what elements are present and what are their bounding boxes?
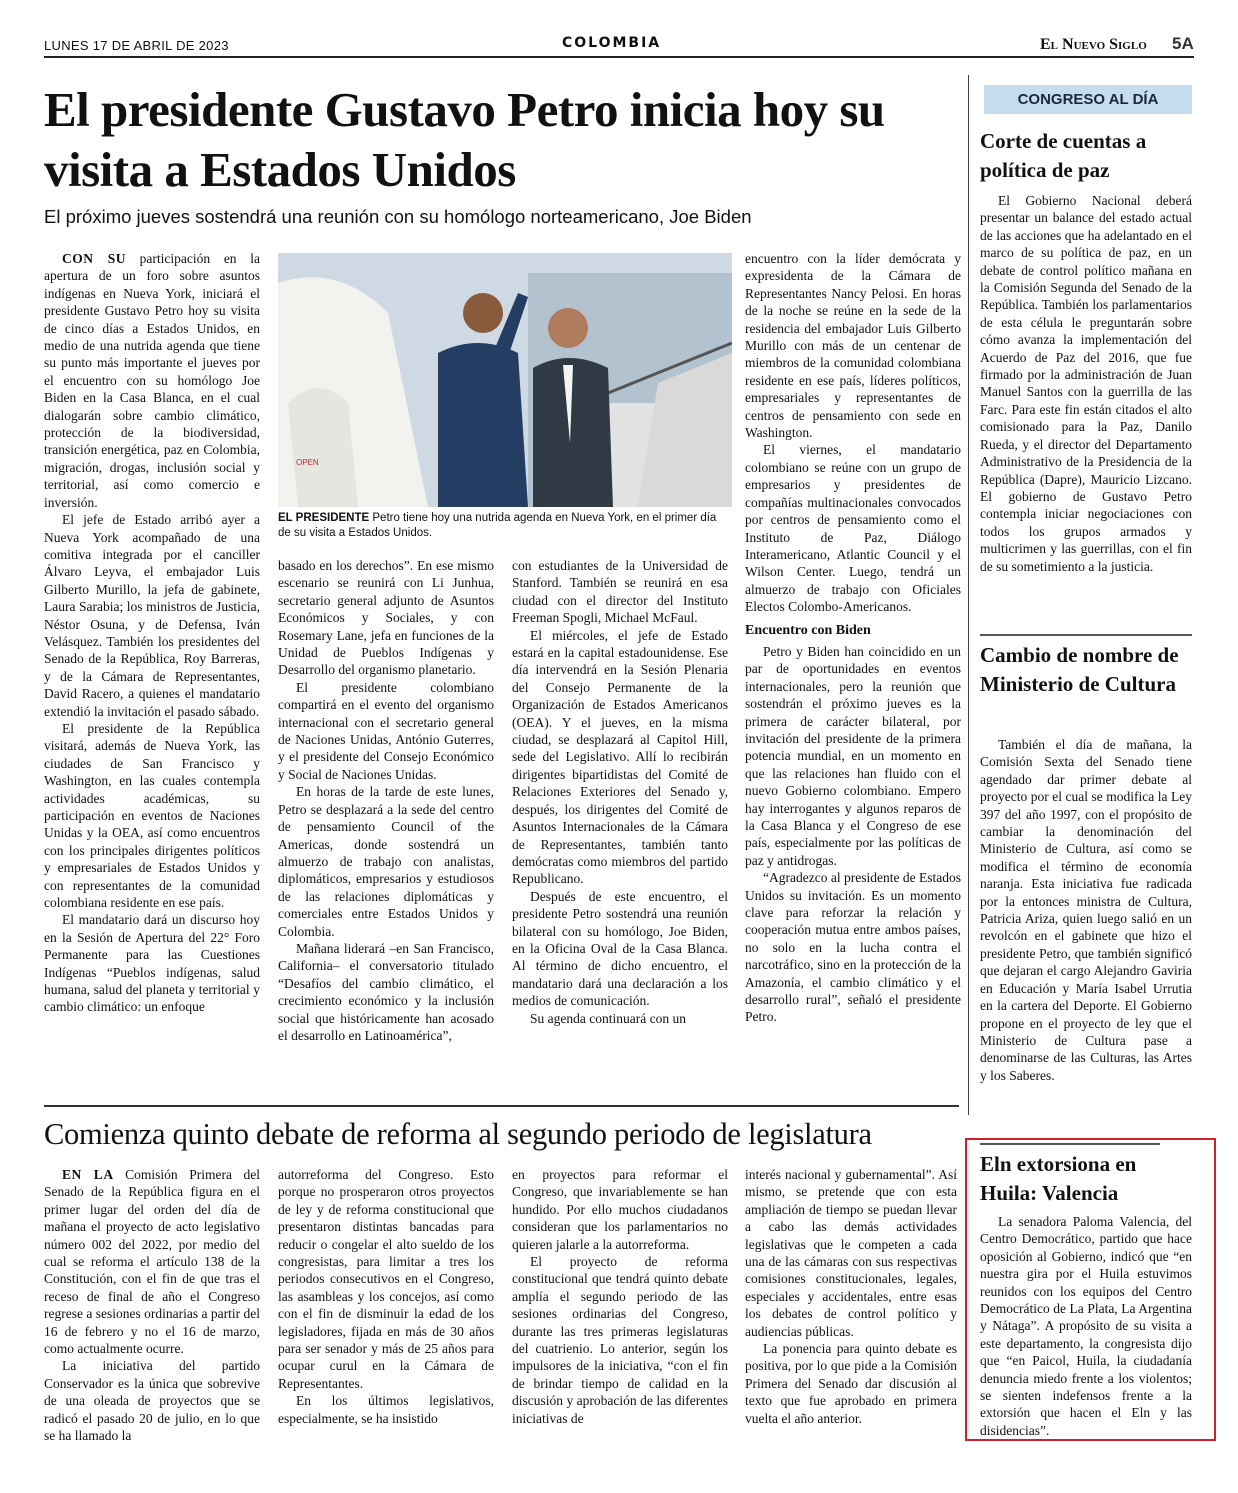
paragraph: La senadora Paloma Valencia, del Centro Democrático, partido que hace oposición al Gobierno, indicó que “en nuestra gira por el Huila estuvimos reunidos con los equipos del Centro Democrático de La Plata, La Argentina y Nátaga”. A propósito de su visita a este departamento, la congresista dijo que “en Paicol, Huila, la ciudadanía denuncia miedo frente a los violentos; se sienten indefensos frente a la extorsión que hacen el Eln y las disidencias”. [980,1214,1192,1438]
header-rule [44,56,1194,58]
second-column-1 [44,1166,260,1445]
photo-illustration [278,253,732,507]
section-subhead: Encuentro con Biden [745,622,871,638]
paragraph: El viernes, el mandatario colombiano se reúne con un grupo de empresarios y presidentes de compañías multinacionales convocados por centros de pensamiento como el Instituto de Paz, Diálogo Interamericano, Atlantic Council y el Wilson Center. Luego, tendrá un almuerzo de trabajo con Oficiales Electos Colombo-Americanos. [745,442,961,615]
second-headline: Comienza quinto debate de reforma al segundo periodo de legislatura [44,1117,872,1151]
photo-door-label: OPEN [296,458,319,467]
paragraph: basado en los derechos”. En ese mismo escenario se reunirá con Li Junhua, secretario general adjunto de Asuntos Económicos y Sociales, y con Rosemary Lane, jefa en funciones de la Unidad de Pueblos Indígenas y Desarrollo del organismo planetario. [278,558,494,678]
paragraph: Su agenda continuará con un [530,1010,686,1026]
paragraph: El presidente de la República visitará, además de Nueva York, las ciudades de San Francisco y Washington, en las cuales contempla actividades académicas, su participación en eventos de Naciones Unidas y la OEA, así como encuentros con los principales dirigentes políticos y empresariales de Estados Unidos y con representantes de la comunidad colombiana residente en ese país. [44,720,260,911]
paragraph: La ponencia para quinto debate es positiva, por lo que pide a la Comisión Primera del Senado dar discusión al texto que fue aprobado en primera vuelta el año anterior. [745,1341,957,1426]
paragraph: con estudiantes de la Universidad de Stanford. También se reunirá en esa ciudad con el director del Instituto Freeman Spogli, Michael McFaul. [512,558,728,626]
paragraph: “Agradezco al presidente de Estados Unidos su invitación. Es un momento clave para reforzar la relación y cooperación mutua entre ambos países, no solo en la lucha contra el narcotráfico, sino en la protección de la Amazonía, el cambio climático y el desarrollo rural”, señaló el presidente Petro. [745,870,961,1025]
main-kicker: CON SU [62,251,126,266]
main-column-2 [278,557,494,1044]
sidebar-rule [980,634,1192,636]
paragraph: El mandatario dará un discurso hoy en la Sesión de Apertura del 22° Foro Permanente para las Cuestiones Indígenas “Pueblos indígenas, salud humana, salud del planeta y territorial y cambio climático: un enfoque [44,912,260,1015]
paragraph: En los últimos legislativos, especialmente, se ha insistido [278,1393,494,1426]
main-subhead: El próximo jueves sostendrá una reunión con su homólogo norteamericano, Joe Biden [44,206,752,227]
paragraph: Mañana liderará –en San Francisco, California– el conversatorio titulado “Desafíos del cambio climático, el crecimiento económico y la inclusión social que históricamente han acosado el desarrollo en Latinoamérica”, [278,940,494,1043]
sidebar-rule [980,1143,1160,1145]
photo-caption [278,511,732,541]
paragraph: El presidente colombiano compartirá en el evento del organismo internacional con el secretario general de Naciones Unidas, António Guterres, y el presidente del Consejo Económico y Social de Naciones Unidas. [278,679,494,782]
sidebar-story1-title: Corte de cuentas a política de paz [980,129,1147,182]
paragraph: en proyectos para reformar el Congreso, que invariablemente se han hundido. Por ello muchos ciudadanos consideran que los parlamentarios no quieren jalarle a la autorreforma. [512,1167,728,1252]
sidebar-story3-body [980,1213,1192,1439]
news-photo [278,253,732,507]
paragraph: En horas de la tarde de este lunes, Petro se desplazará a la sede del centro de pensamiento Council of the Americas, donde sostendrá un almuerzo de trabajo con analistas, diplomáticos, empresarios y estudiosos de las relaciones diplomáticas y comerciales entre Estados Unidos y Colombia. [278,784,494,939]
paragraph: La iniciativa del partido Conservador es la única que sobrevive de una oleada de proyectos que se radicó el pasado 20 de julio, en lo que se ha llamado la [44,1358,260,1444]
paragraph: encuentro con la líder demócrata y expresidenta de la Cámara de Representantes Nancy Pelosi. En horas de la noche se reúne en la sede de la residencia del embajador Luis Gilberto Murillo con más de un centenar de miembros de la comunidad colombiana residente en ese país, líderes políticos, empresariales y representantes de centros de pensamiento con sede en Washington. [745,251,961,441]
issue-date: LUNES 17 DE ABRIL DE 2023 [44,38,229,53]
paragraph: También el día de mañana, la Comisión Sexta del Senado tiene agendado dar primer debate al proyecto por el cual se modifica la Ley 397 del año 1997, con el propósito de cambiar la denominación del Ministerio de Cultura, así como se modifica el término de economía naranja. Esta iniciativa fue radicada por la entonces ministra de Cultura, Patricia Ariza, quien luego salió en un revolcón en el gabinete que hizo el presidente Petro, que también significó que dejaran el cargo Alejandro Gaviria en Educación y María Isabel Urrutia en la cartera del Deporte. El Gobierno propone en el proyecto de ley que el Ministerio de Cultura pase a denominarse de las Culturas, las Artes y los Saberes. [980,737,1192,1083]
paragraph: autorreforma del Congreso. Esto porque no prosperaron otros proyectos de ley y de reforma constitucional que presentaron distintas bancadas para reducir o congelar el alto sueldo de los congresistas, para limitar a tres los periodos consecutivos en el Congreso, las asambleas y los concejos, así como con el fin de disminuir la edad de los legisladores, fijada en más de 30 años para ser senador y más de 25 años para ocupar curul en la Cámara de Representantes. [278,1167,494,1391]
newspaper-name: El Nuevo Siglo [1040,36,1147,53]
paragraph: El proyecto de reforma constitucional que tendrá quinto debate amplía el segundo periodo de las sesiones ordinarias del Congreso, durante las tres primeras legislaturas del cuatrienio. Lo anterior, según los impulsores de la iniciativa, “con el fin de brindar tiempo de calidad en la discusión y aprobación de las diferentes iniciativas de [512,1254,728,1426]
sidebar-divider [968,75,969,1115]
section-name: COLOMBIA [562,35,662,51]
sidebar-story2-title: Cambio de nombre de Ministerio de Cultura [980,643,1179,696]
paragraph: El Gobierno Nacional deberá presentar un balance del estado actual de las acciones que ha adelantado en el marco de su política de paz, en un debate de control político mañana en la Comisión Segunda del Senado de la República. También los parlamentarios de esta célula le preguntarán sobre cómo avanza la implementación del Acuerdo de Paz del 2016, que fue firmado por la administración de Juan Manuel Santos con la guerrilla de las Farc. Para este fin están citados el alto comisionado para la Paz, Danilo Rueda, y el director del Departamento Administrativo de la Presidencia de la República (Dapre), Mauricio Lizcano. El gobierno de Gustavo Petro contempla iniciar negociaciones con todos los grupos armados y multicrimen y las guerrillas, con el fin de su sometimiento a la justicia. [980,193,1192,574]
paragraph: Comisión Primera del Senado de la República figura en el primer lugar del orden del día de mañana el proyecto de acto legislativo número 002 del 2022, por medio del cual se reforma el artículo 138 de la Constitución, con el fin de que tras el receso de final de año el Congreso regrese a sesiones ordinarias a partir del 16 de febrero y no el 16 de marzo, como actualmente ocurre. [44,1167,260,1357]
sidebar-tag: CONGRESO AL DÍA [984,85,1192,114]
second-column-3 [512,1166,728,1427]
second-column-4 [745,1166,957,1427]
paragraph: El jefe de Estado arribó ayer a Nueva York acompañado de una comitiva integrada por el canciller Álvaro Leyva, el embajador Luis Gilberto Murillo, la jefa de gabinete, Laura Sarabia; los ministros de Justicia, Néstor Osuna, y de Defensa, Iván Velásquez. También los presidentes del Senado de la República, Roy Barreras, y de la Cámara de Representantes, David Racero, a quienes el mandatario extendió la invitación el pasado sábado. [44,512,260,719]
paragraph: Petro y Biden han coincidido en un par de oportunidades en eventos internacionales, pero la reunión que sostendrán el próximo jueves es la primera de carácter bilateral, por invitación del presidente de la primera potencia mundial, en un momento en que las relaciones han fluido con el nuevo Gobierno colombiano. Empero hay interrogantes y algunos reparos de la Casa Blanca y el Congreso de ese país, especialmente por las políticas de paz y antidrogas. [745,643,961,868]
paragraph: El miércoles, el jefe de Estado estará en la capital estadounidense. Ese día intervendrá en la Sesión Plenaria del Consejo Permanente de la Organización de Estados Americanos (OEA). Y el jueves, en la misma ciudad, se desplazará al Capitol Hill, sede del Legislativo. Allí lo recibirán dirigentes bipartidistas del Comité de Relaciones Exteriores del Senado y, después, los dirigentes del Comité de Asuntos Internacionales de la Cámara de Representantes, también tanto demócratas como miembros del partido Republicano. [512,627,728,887]
paragraph: Después de este encuentro, el presidente Petro sostendrá una reunión bilateral con su homólogo, Joe Biden, en la Oficina Oval de la Casa Blanca. Al término de dicho encuentro, el mandatario dará una declaración a los medios de comunicación. [512,888,728,1009]
main-column-3 [512,557,728,1027]
second-column-2 [278,1166,494,1427]
caption-text: Petro tiene hoy una nutrida agenda en Nueva York, en el primer día de su visita a Estados Unidos. [278,512,717,539]
sidebar-story1-body [980,192,1192,575]
paragraph: participación en la apertura de un foro sobre asuntos indígenas en Nueva York, iniciará el presidente Gustavo Petro hoy su visita de cinco días a Estados Unidos, en medio de una nutrida agenda que tiene su punto más importante el jueves por el encuentro con su homólogo Joe Biden en la Casa Blanca, en el cual dialogarán sobre cambio climático, protección de la biodiversidad, transición energética, paz en Colombia, migración, drogas, inclusión social y territorial, así como comercio e inversión. [44,251,260,510]
story-rule [44,1105,959,1107]
main-column-1 [44,250,260,1016]
paragraph: interés nacional y gubernamental”. Así mismo, se pretende que con esta ampliación de tiempo se puedan llevar a cabo las demás actividades legislativas que le competen a cada una de las cámaras con sus respectivas comisiones constitucionales, legales, especiales y accidentales, entre esas los debates de control político y audiencias públicas. [745,1167,957,1339]
caption-kicker: EL PRESIDENTE [278,512,370,524]
main-column-4 [745,250,961,1026]
second-kicker: EN LA [62,1167,114,1182]
main-headline: El presidente Gustavo Petro inicia hoy su visita a Estados Unidos [44,82,885,197]
page-number: 5A [1172,34,1194,53]
sidebar-story3-title: Eln extorsiona en Huila: Valencia [980,1152,1137,1205]
sidebar-story2-body [980,736,1192,1084]
